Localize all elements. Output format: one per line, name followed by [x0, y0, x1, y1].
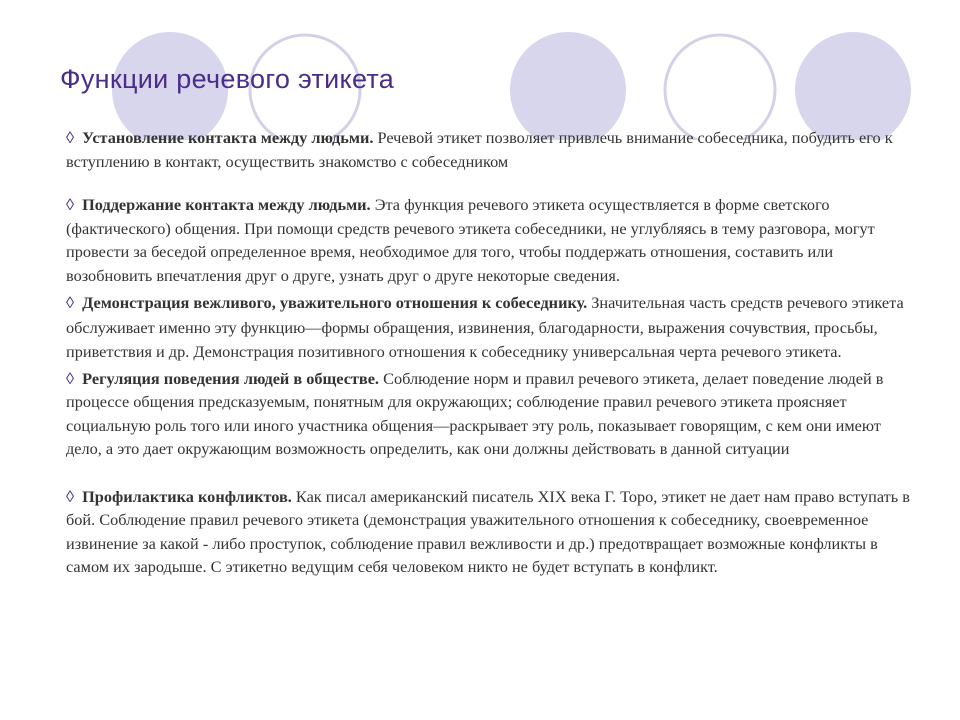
- decor-circle-filled: [795, 32, 911, 140]
- item-text: Речевой этикет позволяет привлечь внимание собеседника, побудить его к вступлению в контакт, осуществить знакомство с собеседником: [66, 128, 893, 171]
- list-item: [66, 291, 918, 365]
- item-heading: Демонстрация вежливого, уважительного отношения к собеседнику.: [82, 293, 588, 312]
- list-item: [66, 193, 918, 287]
- diamond-bullet-icon: ◊: [66, 128, 75, 147]
- item-text: Как писал американский писатель XIX века Г. Торо, этикет не дает нам право вступать в бой. Соблюдение правил речевого этикета (демонстрация уважительного отношения к собеседнику, своевременное извинение за какой - либо проступок, соблюдение правил вежливости и др.) предотвращает возможные конфликты в самом их зародыше. С этикетно ведущим себя человеком никто не будет вступать в конфликт.: [66, 486, 910, 576]
- item-heading: Поддержание контакта между людьми.: [82, 195, 371, 214]
- item-text: Эта функция речевого этикета осуществляется в форме светского (фактического) общения. При помощи средств речевого этикета собеседники, не углубляясь в тему разговора, могут провести за беседой определенное время, необходимое для того, чтобы поддержать отношения, составить или возобновить впечатления друг о друге, узнать друг о друге некоторые сведения.: [66, 195, 875, 285]
- diamond-bullet-icon: ◊: [66, 486, 75, 506]
- diamond-bullet-icon: ◊: [66, 195, 75, 214]
- item-heading: Регуляция поведения людей в обществе.: [82, 368, 380, 388]
- diamond-bullet-icon: ◊: [66, 293, 75, 312]
- item-text: Соблюдение норм и правил речевого этикета, делает поведение людей в процессе общения предсказуемым, понятным для окружающих; соблюдение правил речевого этикета проясняет социальную роль того или иного участника общения—раскрывает эту роль, показывает говорящим, с кем они имеют дело, а это дает окружающим возможность определить, как они должны действовать в данной ситуации: [66, 368, 884, 458]
- decor-circle-outline: [665, 35, 775, 140]
- diamond-bullet-icon: ◊: [66, 368, 75, 388]
- slide-title: Функции речевого этикета: [60, 64, 395, 94]
- item-heading: Профилактика конфликтов.: [82, 486, 292, 506]
- decor-circle-filled: [510, 32, 626, 140]
- function-list: [66, 126, 918, 579]
- list-item: [66, 485, 918, 579]
- list-item: [66, 126, 918, 173]
- item-heading: Установление контакта между людьми.: [82, 128, 374, 147]
- list-item: [66, 367, 918, 461]
- item-text: Значительная часть средств речевого этикета обслуживает именно эту функцию—формы обращения, извинения, благодарности, выражения сочувствия, просьбы, приветствия и др. Демонстрация позитивного отношения к собеседнику универсальная черта речевого этикета.: [66, 293, 904, 361]
